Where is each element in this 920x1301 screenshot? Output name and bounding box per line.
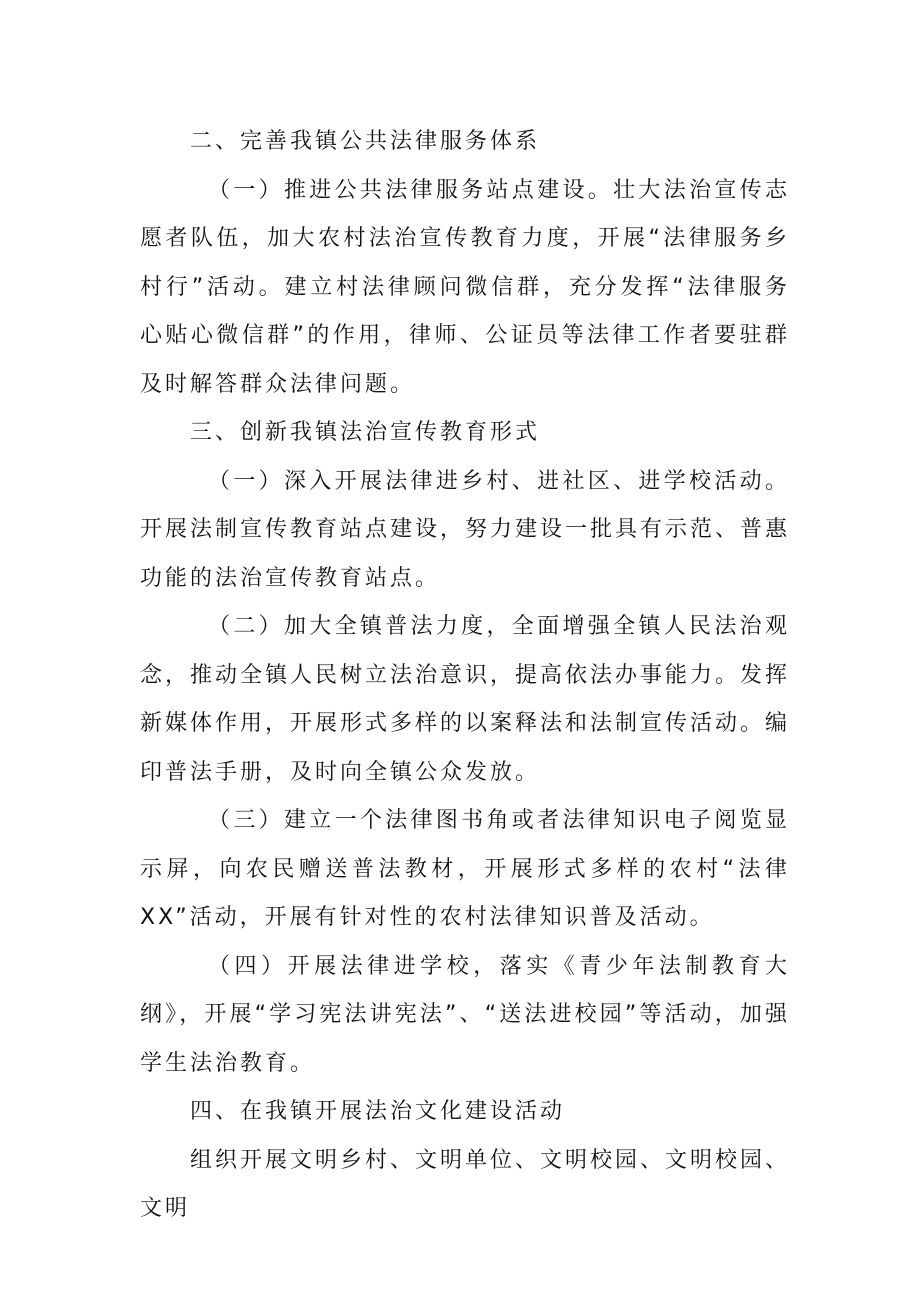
section-heading-2: 二、完善我镇公共法律服务体系 <box>190 129 541 154</box>
paragraph-4-1: 组织开展文明乡村、文明单位、文明校园、文明校园、文明 <box>140 1147 791 1221</box>
section-heading-4: 四、在我镇开展法治文化建设活动 <box>190 1099 566 1124</box>
paragraph-3-4: （四）开展法律进学校，落实《青少年法制教育大纲》，开展“学习宪法讲宪法”、“送法进校园”等活动，加强学生法治教育。 <box>140 953 790 1076</box>
paragraph-3-1: （一）深入开展法律进乡村、进社区、进学校活动。开展法制宣传教育站点建设，努力建设一批具有示范、普惠功能的法治宣传教育站点。 <box>140 468 791 591</box>
paragraph-3-3: （三）建立一个法律图书角或者法律知识电子阅览显示屏，向农民赠送普法教材，开展形式多样的农村“法律XX”活动，开展有针对性的农村法律知识普及活动。 <box>140 808 790 930</box>
section-heading-3: 三、创新我镇法治宣传教育形式 <box>190 420 541 445</box>
paragraph-3-2: （二）加大全镇普法力度，全面增强全镇人民法治观念，推动全镇人民树立法治意识，提高依法办事能力。发挥新媒体作用，开展形式多样的以案释法和法制宣传活动。编印普法手册，及时向全镇公众发放。 <box>140 614 791 785</box>
paragraph-2-1: （一）推进公共法律服务站点建设。壮大法治宣传志愿者队伍，加大农村法治宣传教育力度，开展“法律服务乡村行”活动。建立村法律顾问微信群，充分发挥“法律服务心贴心微信群”的作用，律师、公证员等法律工作者要驻群及时解答群众法律问题。 <box>140 177 790 397</box>
document-body <box>140 118 790 1234</box>
